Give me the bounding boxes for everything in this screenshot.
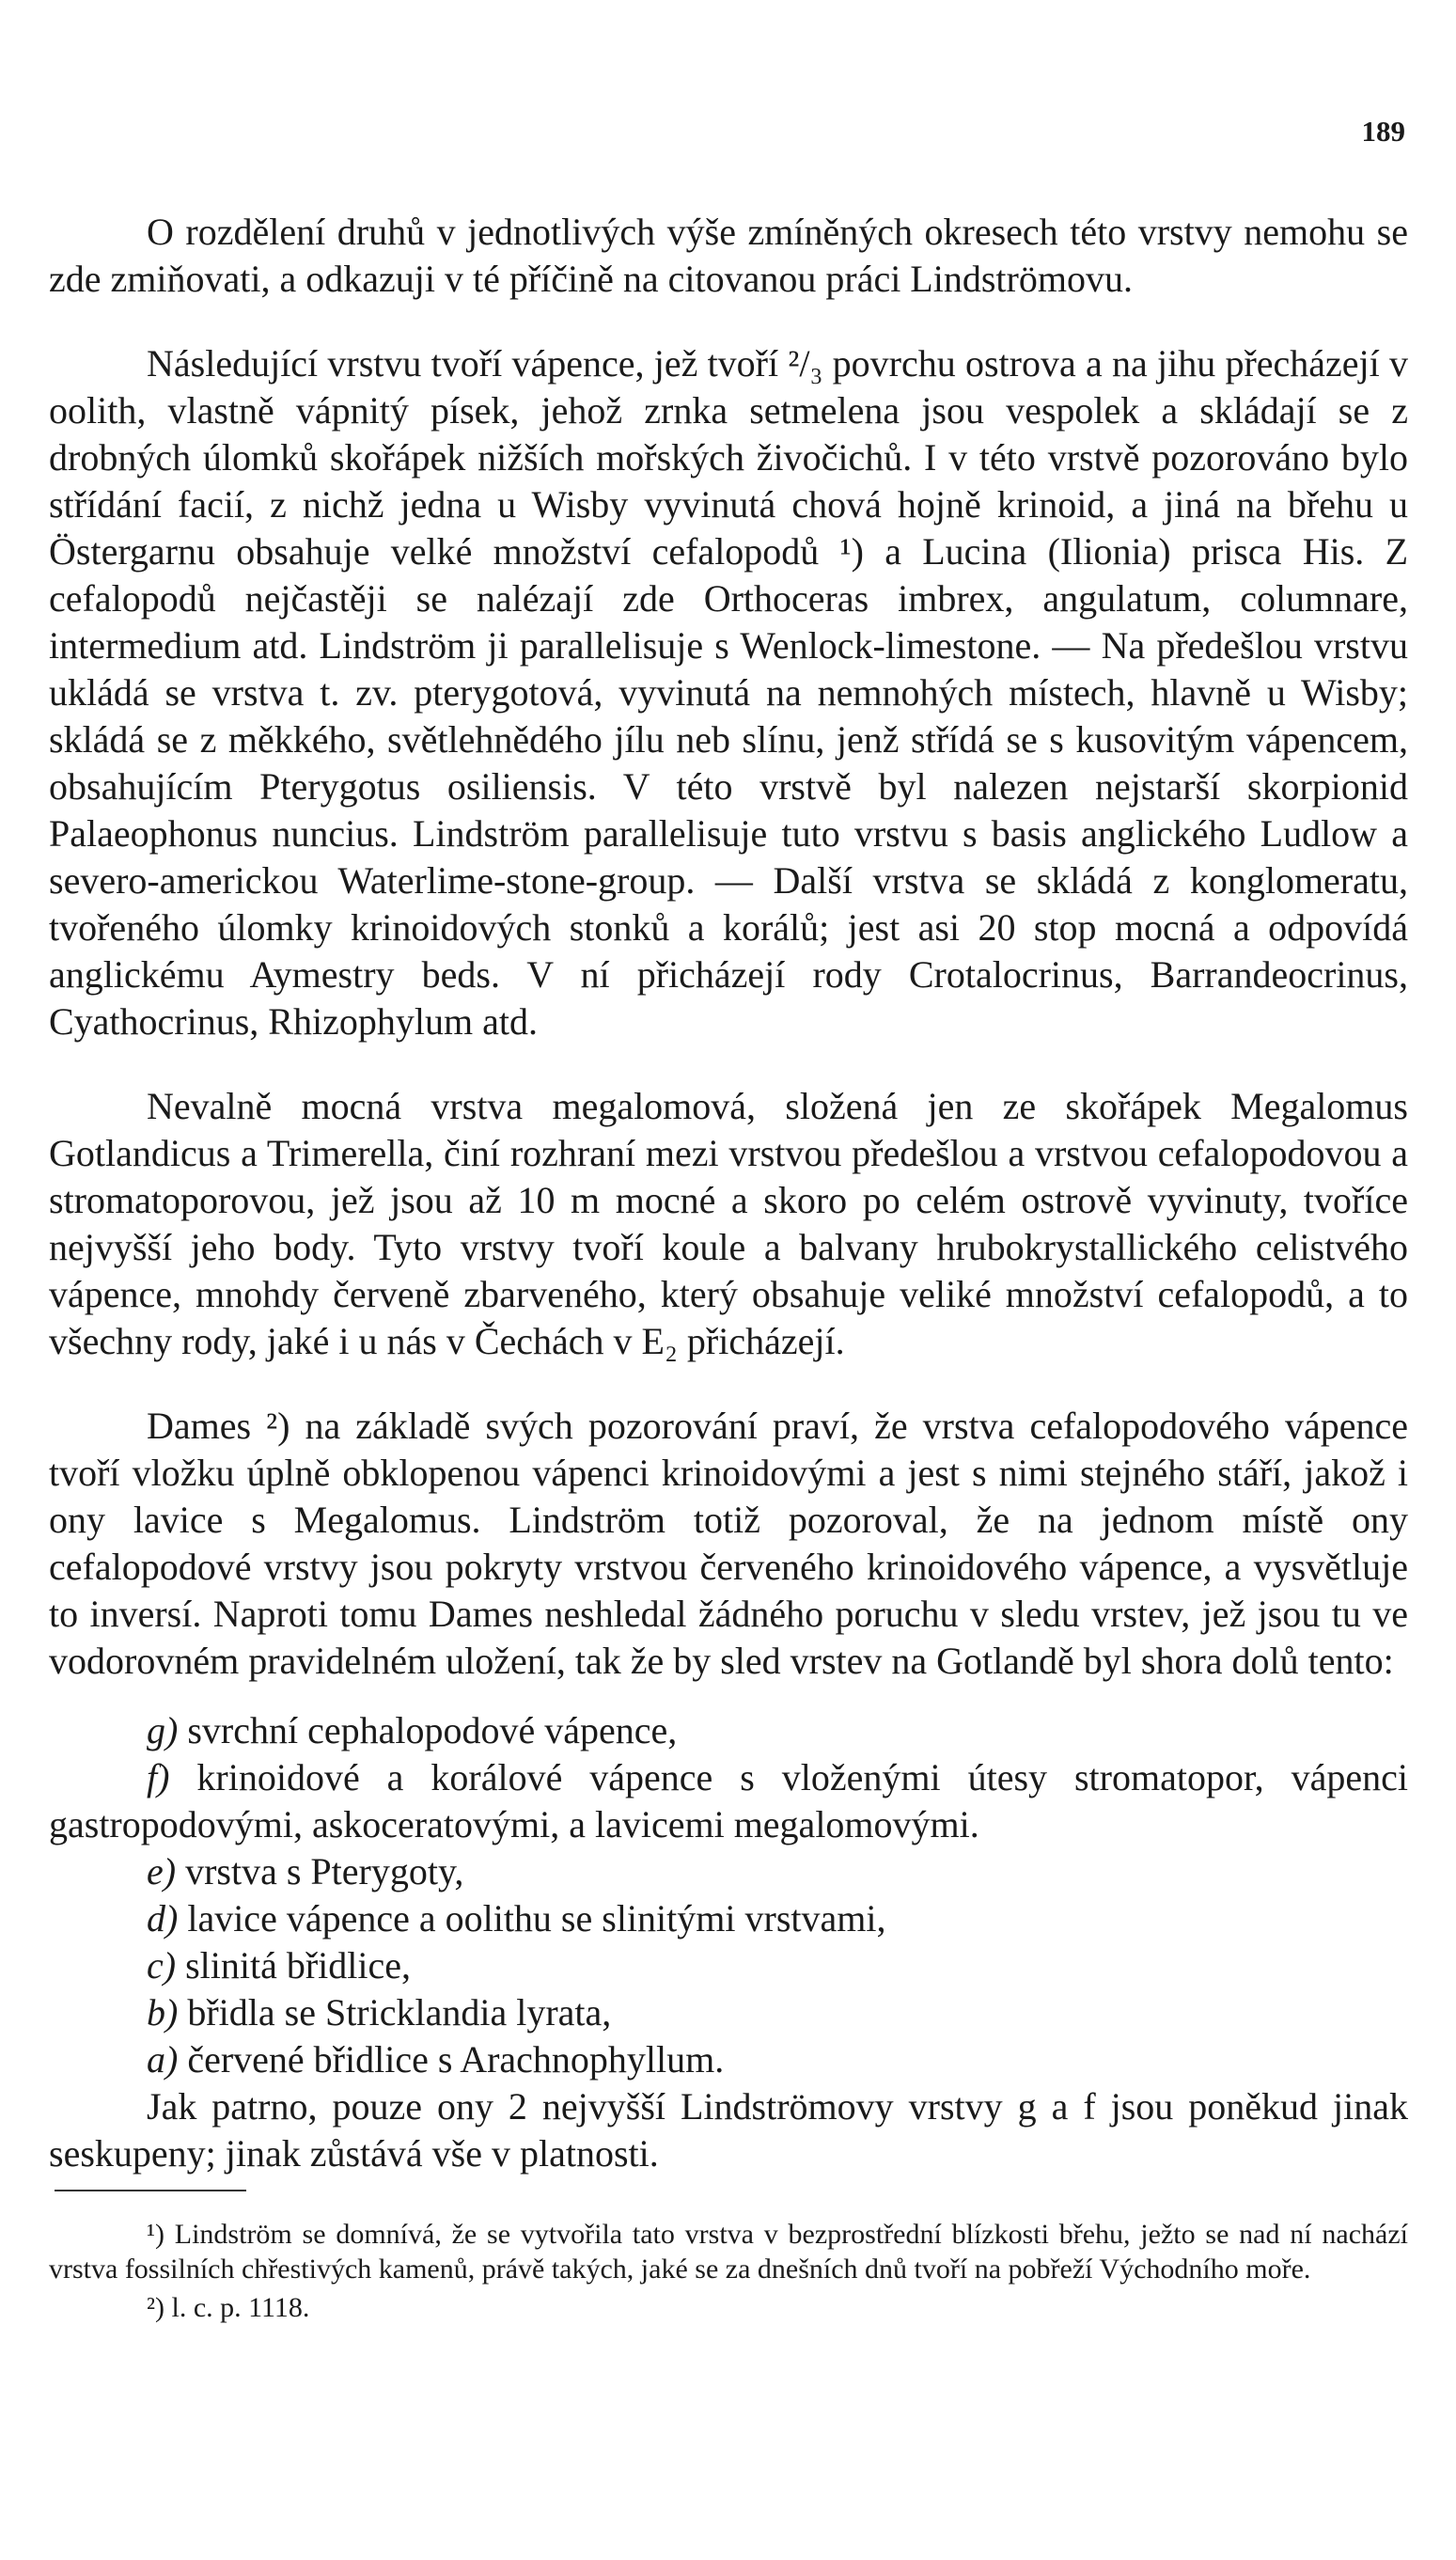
list-item: f) krinoidové a korálové vápence s vloženými útesy stromatopor, vápenci gastropodovými, askoceratovými, a lavicemi megalomovými. — [49, 1756, 1409, 1845]
list-item: g) svrchní cephalopodové vápence, — [147, 1709, 678, 1751]
strata-list — [49, 1707, 1408, 2083]
paragraph-3: Nevalně mocná vrstva megalomová, složená jen ze skořápek Megalomus Gotlandicus a Trimerella, činí rozhraní mezi vrstvou předešlou a vrstvou cefalopodovou a stromatoporovou, jež jsou až 10 m mocné a skoro po celém ostrově vyvinuty, tvoříce nejvyšší jeho body. Tyto vrstvy tvoří koule a balvany hrubokrystallického celistvého vápence, mnohdy červeně zbarveného, který obsahuje veliké množství cefalopodů, a to všechny rody, jaké i u nás v Čechách v E₂ přicházejí. — [49, 1085, 1408, 1362]
paragraph-1: O rozdělení druhů v jednotlivých výše zmíněných okresech této vrstvy nemohu se zde zmiňovati, a odkazuji v té příčině na citovanou práci Lindströmovu. — [49, 211, 1408, 300]
paragraph-2: Následující vrstvu tvoří vápence, jež tvoří ²/₃ povrchu ostrova a na jihu přecházejí v oolith, vlastně vápnitý písek, jehož zrnka setmelena jsou vespolek a skládají se z drobných úlomků skořápek nižších mořských živočichů. I v této vrstvě pozorováno bylo střídání facií, z nichž jedna u Wisby vyvinutá chová hojně krinoid, a jiná na břehu u Östergarnu obsahuje velké množství cefalopodů ¹) a Lucina (Ilionia) prisca His. Z cefalopodů nejčastěji se nalézají zde Orthoceras imbrex, angulatum, columnare, intermedium atd. Lindström ji parallelisuje s Wenlock-limestone. — Na předešlou vrstvu ukládá se vrstva t. zv. pterygotová, vyvinutá na nemnohých místech, hlavně u Wisby; skládá se z měkkého, světlehnědého jílu neb slínu, jenž střídá se s kusovitým vápencem, obsahujícím Pterygotus osiliensis. V této vrstvě byl nalezen nejstarší skorpionid Palaeophonus nuncius. Lindström parallelisuje tuto vrstvu s basis anglického Ludlow a severo-americkou Waterlime-stone-group. — Další vrstva se skládá z konglomeratu, tvořeného úlomky krinoidových stonků a korálů; jest asi 20 stop mocná a odpovídá anglickému Aymestry beds. V ní přicházejí rody Crotalocrinus, Barrandeocrinus, Cyathocrinus, Rhizophylum atd. — [49, 342, 1408, 1043]
footnote-divider — [55, 2190, 246, 2191]
footnote-2: ²) l. c. p. 1118. — [147, 2292, 310, 2323]
list-item: c) slinitá břidlice, — [147, 1944, 412, 1987]
list-item: e) vrstva s Pterygoty, — [147, 1850, 464, 1893]
list-item: a) červené břidlice s Arachnophyllum. — [147, 2038, 725, 2081]
list-item: d) lavice vápence a oolithu se slinitými vrstvami, — [147, 1897, 886, 1940]
footnote-1: ¹) Lindström se domnívá, že se vytvořila tato vrstva v bezprostřední blízkosti břehu, ježto se nad ní nachází vrstva fossilních chřestivých kamenů, právě takých, jaké se za dnešních dnů tvoří na pobřeží Východního moře. — [49, 2219, 1408, 2285]
list-item: b) břidla se Stricklandia lyrata, — [147, 1991, 612, 2034]
footnotes — [49, 2217, 1408, 2329]
main-text — [49, 209, 1408, 2215]
page-number: 189 — [1361, 115, 1405, 148]
paragraph-4: Dames ²) na základě svých pozorování praví, že vrstva cefalopodového vápence tvoří vložku úplně obklopenou vápenci krinoidovými a jest s nimi stejného stáří, jakož i ony lavice s Megalomus. Lindström totiž pozoroval, že na jednom místě ony cefalopodové vrstvy jsou pokryty vrstvou červeného krinoidového vápence, a vysvětluje to inversí. Naproti tomu Dames neshledal žádného poruchu v sledu vrstev, jež jsou tu ve vodorovném pravidelném uložení, tak že by sled vrstev na Gotlandě byl shora dolů tento: — [49, 1405, 1408, 1682]
closing-paragraph: Jak patrno, pouze ony 2 nejvyšší Lindströmovy vrstvy g a f jsou poněkud jinak seskupeny; jinak zůstává vše v platnosti. — [49, 2085, 1408, 2175]
